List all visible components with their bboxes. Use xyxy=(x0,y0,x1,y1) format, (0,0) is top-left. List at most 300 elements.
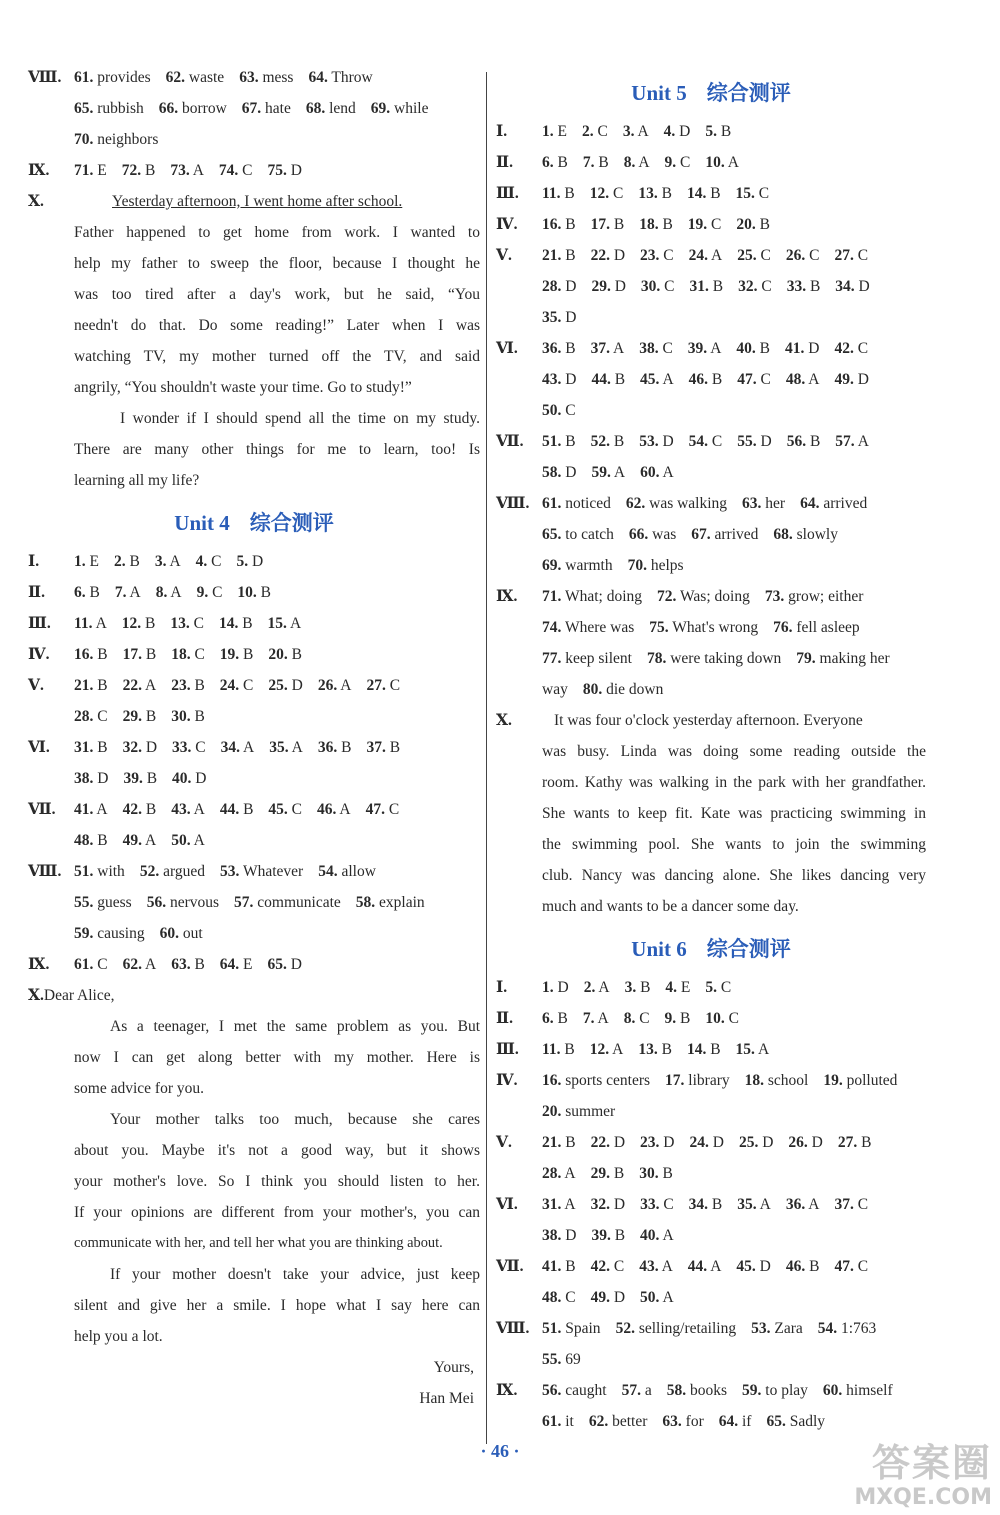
answer-value: A xyxy=(339,801,351,818)
question-number: 70. xyxy=(74,131,94,148)
answer-value: B xyxy=(194,677,205,694)
answer-item xyxy=(751,1320,803,1337)
question-number: 72. xyxy=(657,588,677,605)
answer-value: B xyxy=(640,979,651,996)
question-number: 3. xyxy=(154,553,167,570)
answer-item xyxy=(197,584,223,601)
answer-item xyxy=(649,619,758,636)
question-number: 47. xyxy=(737,371,757,388)
answer-item xyxy=(766,1413,825,1430)
answer-item xyxy=(742,1382,808,1399)
answer-item xyxy=(591,1165,625,1182)
answer-value: were taking down xyxy=(670,650,782,667)
question-number: 45. xyxy=(268,801,288,818)
answer-item xyxy=(542,278,576,295)
answer-value: C xyxy=(195,739,206,756)
answer-item xyxy=(371,100,429,117)
answer-item xyxy=(647,650,781,667)
question-number: 26. xyxy=(788,1134,808,1151)
question-number: 38. xyxy=(74,770,94,787)
answer-item xyxy=(542,1258,576,1275)
answer-value: C xyxy=(662,340,673,357)
answer-value: A xyxy=(613,464,626,481)
answer-item xyxy=(542,185,575,202)
question-number: 27. xyxy=(366,677,386,694)
essay-line: help you a lot. xyxy=(74,1328,163,1345)
answer-value: A xyxy=(857,433,869,450)
essay-line xyxy=(74,434,480,465)
answer-value: while xyxy=(394,100,429,117)
answer-value: B xyxy=(242,615,253,632)
answer-item xyxy=(591,464,625,481)
question-number: 76. xyxy=(773,619,793,636)
answer-item xyxy=(773,526,838,543)
question-number: 36. xyxy=(542,340,562,357)
answer-value: making her xyxy=(819,650,890,667)
answer-value: C xyxy=(243,677,254,694)
answer-item xyxy=(834,371,868,388)
question-number: 46. xyxy=(317,801,337,818)
answer-value: B xyxy=(194,708,205,725)
answer-item xyxy=(356,894,425,911)
essay-line: angrily, “You shouldn't waste your time. Go to study!” xyxy=(74,379,412,396)
answer-value: explain xyxy=(379,894,425,911)
answer-value: A xyxy=(662,1289,674,1306)
answer-value: B xyxy=(557,1010,568,1027)
answer-section xyxy=(496,209,926,240)
answer-value: C xyxy=(388,801,400,818)
answer-item xyxy=(639,216,673,233)
essay-line xyxy=(74,1135,480,1228)
question-number: 28. xyxy=(74,708,94,725)
section-tag: Ⅶ. xyxy=(496,433,524,450)
question-number: 35. xyxy=(737,1196,757,1213)
answer-value: B xyxy=(661,185,672,202)
answer-value: rubbish xyxy=(97,100,144,117)
answer-value: Sadly xyxy=(789,1413,826,1430)
essay-first-line: Yesterday afternoon, I went home after school. xyxy=(112,193,403,210)
answer-item xyxy=(220,646,254,663)
answer-section xyxy=(496,240,926,333)
answer-item xyxy=(156,584,182,601)
answer-item xyxy=(542,340,576,357)
essay-line: There are many other things for me to learn, too! Is xyxy=(74,441,480,458)
answer-row xyxy=(496,1406,926,1437)
answer-item xyxy=(268,615,302,632)
essay-line: As a teenager, I met the same problem as you. But xyxy=(110,1018,480,1035)
answer-value: out xyxy=(182,925,203,942)
question-number: 35. xyxy=(269,739,289,756)
answer-value: A xyxy=(291,739,303,756)
question-number: 64. xyxy=(800,495,820,512)
answer-value: C xyxy=(242,162,253,179)
answer-section xyxy=(496,1034,926,1065)
answer-section xyxy=(28,62,480,155)
answer-item xyxy=(786,371,820,388)
answer-value: D xyxy=(97,770,109,787)
answer-item xyxy=(640,1289,674,1306)
question-number: 11. xyxy=(542,1041,561,1058)
answer-item xyxy=(123,770,157,787)
answer-row xyxy=(28,670,480,701)
question-number: 25. xyxy=(738,1134,759,1151)
answer-item xyxy=(705,154,739,171)
question-number: 33. xyxy=(640,1196,660,1213)
answer-value: C xyxy=(857,1258,869,1275)
answer-item xyxy=(542,1413,574,1430)
answer-value: a xyxy=(644,1382,652,1399)
answer-value: B xyxy=(194,956,205,973)
question-number: 34. xyxy=(220,739,241,756)
answer-value: summer xyxy=(565,1103,616,1120)
answer-value: B xyxy=(809,1258,820,1275)
question-number: 5. xyxy=(236,553,249,570)
answer-value: provides xyxy=(97,69,151,86)
answer-item xyxy=(74,69,151,86)
answer-item xyxy=(835,433,869,450)
answer-item xyxy=(268,162,302,179)
answer-value: A xyxy=(564,1165,576,1182)
left-column xyxy=(28,62,480,1414)
question-number: 63. xyxy=(239,69,259,86)
answer-value: D xyxy=(565,1227,577,1244)
answer-value: school xyxy=(767,1072,809,1089)
question-number: 31. xyxy=(542,1196,562,1213)
answer-value: fell asleep xyxy=(796,619,860,636)
question-number: 47. xyxy=(365,801,385,818)
answer-item xyxy=(123,956,157,973)
answer-value: B xyxy=(662,216,673,233)
answer-item xyxy=(237,553,264,570)
question-number: 74. xyxy=(218,162,239,179)
answer-item xyxy=(688,216,722,233)
question-number: 27. xyxy=(834,247,854,264)
question-number: 4. xyxy=(665,979,678,996)
question-number: 54. xyxy=(817,1320,838,1337)
question-number: 40. xyxy=(640,1227,660,1244)
answer-item xyxy=(583,1010,609,1027)
answer-value: D xyxy=(614,278,626,295)
answer-item xyxy=(123,801,157,818)
question-number: 28. xyxy=(542,278,562,295)
answer-value: D xyxy=(811,1134,823,1151)
answer-value: A xyxy=(727,154,739,171)
question-number: 64. xyxy=(718,1413,739,1430)
answer-item xyxy=(705,979,731,996)
answer-item xyxy=(542,1320,601,1337)
answer-value: helps xyxy=(650,557,684,574)
section-tag: Ⅸ. xyxy=(496,1382,518,1399)
answer-item xyxy=(74,956,108,973)
question-number: 60. xyxy=(640,464,660,481)
answer-section xyxy=(496,1189,926,1251)
answer-item xyxy=(786,247,820,264)
question-number: 26. xyxy=(317,677,338,694)
answer-value: D xyxy=(712,1134,724,1151)
answer-value: D xyxy=(291,677,303,694)
answer-item xyxy=(123,739,157,756)
answer-row xyxy=(496,488,926,519)
question-number: 1. xyxy=(542,979,554,996)
answer-item xyxy=(590,185,624,202)
answer-value: C xyxy=(565,402,576,419)
answer-item xyxy=(221,739,255,756)
answer-item xyxy=(818,1320,877,1337)
answer-item xyxy=(74,863,125,880)
question-number: 29. xyxy=(122,708,142,725)
question-number: 67. xyxy=(691,526,711,543)
question-number: 33. xyxy=(172,739,192,756)
answer-value: B xyxy=(661,1041,672,1058)
question-number: 2. xyxy=(113,553,126,570)
question-number: 12. xyxy=(121,615,142,632)
answer-item xyxy=(800,495,867,512)
answer-value: C xyxy=(758,185,770,202)
answer-row xyxy=(496,178,926,209)
answer-value: D xyxy=(662,433,674,450)
answer-value: with xyxy=(97,863,125,880)
answer-row xyxy=(496,674,926,705)
question-number: 15. xyxy=(267,615,287,632)
question-number: 11. xyxy=(542,185,561,202)
answer-value: C xyxy=(728,1010,739,1027)
answer-value: B xyxy=(146,770,158,787)
question-number: 66. xyxy=(628,526,649,543)
essay-line: silent and give her a smile. I hope what I say here can xyxy=(74,1297,480,1314)
answer-value: C xyxy=(857,247,869,264)
answer-item xyxy=(242,100,291,117)
section-tag: Ⅵ. xyxy=(496,1196,518,1213)
question-number: 80. xyxy=(582,681,603,698)
answer-value: B xyxy=(614,1227,626,1244)
question-number: 6. xyxy=(542,154,554,171)
answer-item xyxy=(736,216,770,233)
answer-item xyxy=(834,1196,868,1213)
answer-value: D xyxy=(759,1258,771,1275)
question-number: 71. xyxy=(74,162,94,179)
answer-item xyxy=(639,1165,673,1182)
question-number: 64. xyxy=(308,69,328,86)
answer-item xyxy=(155,553,181,570)
answer-section xyxy=(28,155,480,186)
answer-item xyxy=(147,894,219,911)
answer-item xyxy=(591,247,625,264)
answer-row xyxy=(496,612,926,643)
answer-item xyxy=(542,526,614,543)
answer-value: A xyxy=(243,739,255,756)
question-number: 1. xyxy=(74,553,86,570)
answer-section xyxy=(28,670,480,732)
answer-value: better xyxy=(612,1413,648,1430)
section-tag: Ⅴ. xyxy=(496,1134,512,1151)
answer-value: B xyxy=(129,553,140,570)
answer-value: Where was xyxy=(564,619,635,636)
question-number: 35. xyxy=(542,309,562,326)
question-number: 41. xyxy=(785,340,805,357)
answer-item xyxy=(542,216,576,233)
question-number: 52. xyxy=(139,863,160,880)
question-number: 30. xyxy=(640,278,661,295)
question-number: 10. xyxy=(237,584,257,601)
answer-item xyxy=(317,801,351,818)
answer-item xyxy=(640,371,674,388)
answer-value: was xyxy=(652,526,677,543)
question-number: 32. xyxy=(122,739,142,756)
question-number: 34. xyxy=(688,1196,709,1213)
essay-line: I wonder if I should spend all the time on my study. xyxy=(120,410,480,427)
answer-value: arrived xyxy=(823,495,868,512)
essay-body xyxy=(496,736,926,922)
answer-value: E xyxy=(243,956,253,973)
question-number: 68. xyxy=(305,100,326,117)
answer-row xyxy=(28,546,480,577)
answer-value: C xyxy=(613,1258,625,1275)
section-tag: Ⅹ. xyxy=(28,987,44,1004)
answer-row xyxy=(496,333,926,364)
section-tag: Ⅱ. xyxy=(496,1010,513,1027)
answer-row xyxy=(496,972,926,1003)
answer-item xyxy=(639,340,673,357)
question-number: 68. xyxy=(773,526,793,543)
answer-value: A xyxy=(638,154,650,171)
question-number: 7. xyxy=(582,154,595,171)
question-number: 46. xyxy=(688,371,709,388)
question-number: 21. xyxy=(74,677,94,694)
question-number: 65. xyxy=(74,100,94,117)
answer-item xyxy=(639,1258,673,1275)
question-number: 16. xyxy=(542,216,562,233)
answer-item xyxy=(736,340,770,357)
answer-item xyxy=(737,371,771,388)
answer-value: What's wrong xyxy=(672,619,759,636)
answer-item xyxy=(582,123,608,140)
answer-value: A xyxy=(597,1010,609,1027)
essay-line: much and wants to be a dancer some day. xyxy=(542,898,799,915)
answer-item xyxy=(74,925,145,942)
question-number: 26. xyxy=(785,247,806,264)
answer-item xyxy=(542,309,576,326)
answer-value: C xyxy=(663,247,674,264)
answer-item xyxy=(591,1258,625,1275)
section-tag: Ⅵ. xyxy=(496,340,518,357)
question-number: 24. xyxy=(688,247,709,264)
answer-section xyxy=(28,856,480,949)
question-number: 36. xyxy=(785,1196,806,1213)
answer-row xyxy=(496,240,926,271)
answer-item xyxy=(196,553,222,570)
answer-item xyxy=(591,216,625,233)
question-number: 71. xyxy=(542,588,562,605)
answer-value: C xyxy=(857,1196,869,1213)
answer-item xyxy=(318,739,352,756)
answer-value: selling/retailing xyxy=(638,1320,737,1337)
answer-row xyxy=(496,1375,926,1406)
answer-item xyxy=(268,801,302,818)
question-number: 53. xyxy=(751,1320,771,1337)
answer-item xyxy=(667,1382,727,1399)
answer-item xyxy=(74,646,108,663)
question-number: 15. xyxy=(735,1041,755,1058)
answer-value: B xyxy=(97,739,108,756)
question-number: 20. xyxy=(268,646,288,663)
question-number: 36. xyxy=(317,739,338,756)
answer-value: C xyxy=(389,677,401,694)
question-number: 3. xyxy=(622,123,635,140)
answer-item xyxy=(171,708,205,725)
answer-row xyxy=(496,1189,926,1220)
answer-value: A xyxy=(193,801,205,818)
answer-item xyxy=(786,1196,820,1213)
answer-row xyxy=(28,918,480,949)
question-number: 14. xyxy=(218,615,239,632)
answer-item xyxy=(738,278,772,295)
answer-row xyxy=(28,577,480,608)
answer-section xyxy=(496,1065,926,1127)
question-number: 73. xyxy=(170,162,190,179)
answer-value: grow; either xyxy=(788,588,864,605)
answer-item xyxy=(542,154,568,171)
answer-row xyxy=(28,62,480,93)
letter-signature: Han Mei xyxy=(419,1390,474,1407)
answer-section xyxy=(496,178,926,209)
question-number: 1. xyxy=(542,123,554,140)
answer-item xyxy=(591,1196,625,1213)
answer-value: C xyxy=(711,216,722,233)
answer-row xyxy=(496,426,926,457)
answer-item xyxy=(737,433,771,450)
question-number: 75. xyxy=(649,619,669,636)
section-tag: Ⅰ. xyxy=(496,123,508,140)
answer-item xyxy=(591,371,625,388)
answer-row xyxy=(28,794,480,825)
question-number: 4. xyxy=(663,123,676,140)
question-number: 34. xyxy=(835,278,855,295)
answer-item xyxy=(140,863,205,880)
answer-item xyxy=(591,1289,625,1306)
answer-value: C xyxy=(194,646,205,663)
answer-value: B xyxy=(712,278,724,295)
question-number: 25. xyxy=(737,247,757,264)
answer-value: E xyxy=(557,123,567,140)
letter-greeting: Dear Alice, xyxy=(43,987,115,1004)
section-tag: Ⅹ. xyxy=(496,712,512,729)
answer-item xyxy=(268,677,302,694)
answer-value: causing xyxy=(97,925,145,942)
answer-row xyxy=(496,1065,926,1096)
answer-item xyxy=(239,69,293,86)
answer-value: E xyxy=(680,979,691,996)
answer-value: A xyxy=(710,1258,722,1275)
answer-item xyxy=(171,832,205,849)
answer-value: A xyxy=(192,162,204,179)
watermark-text: 答案圈 xyxy=(871,1441,992,1485)
answer-item xyxy=(834,340,868,357)
answer-value: A xyxy=(289,615,302,632)
answer-item xyxy=(622,1382,652,1399)
answer-value: B xyxy=(565,247,576,264)
answer-value: A xyxy=(145,956,157,973)
answer-value: her xyxy=(765,495,786,512)
essay-line: communicate with her, and tell her what you are thinking about. xyxy=(74,1235,443,1251)
answer-value: C xyxy=(613,185,624,202)
answer-item xyxy=(219,162,253,179)
question-number: 58. xyxy=(666,1382,687,1399)
answer-item xyxy=(590,1041,624,1058)
question-number: 59. xyxy=(74,925,94,942)
essay-line: club. Nancy was dancing alone. She likes dancing very xyxy=(542,867,926,884)
question-number: 57. xyxy=(835,433,855,450)
answer-item xyxy=(171,956,205,973)
